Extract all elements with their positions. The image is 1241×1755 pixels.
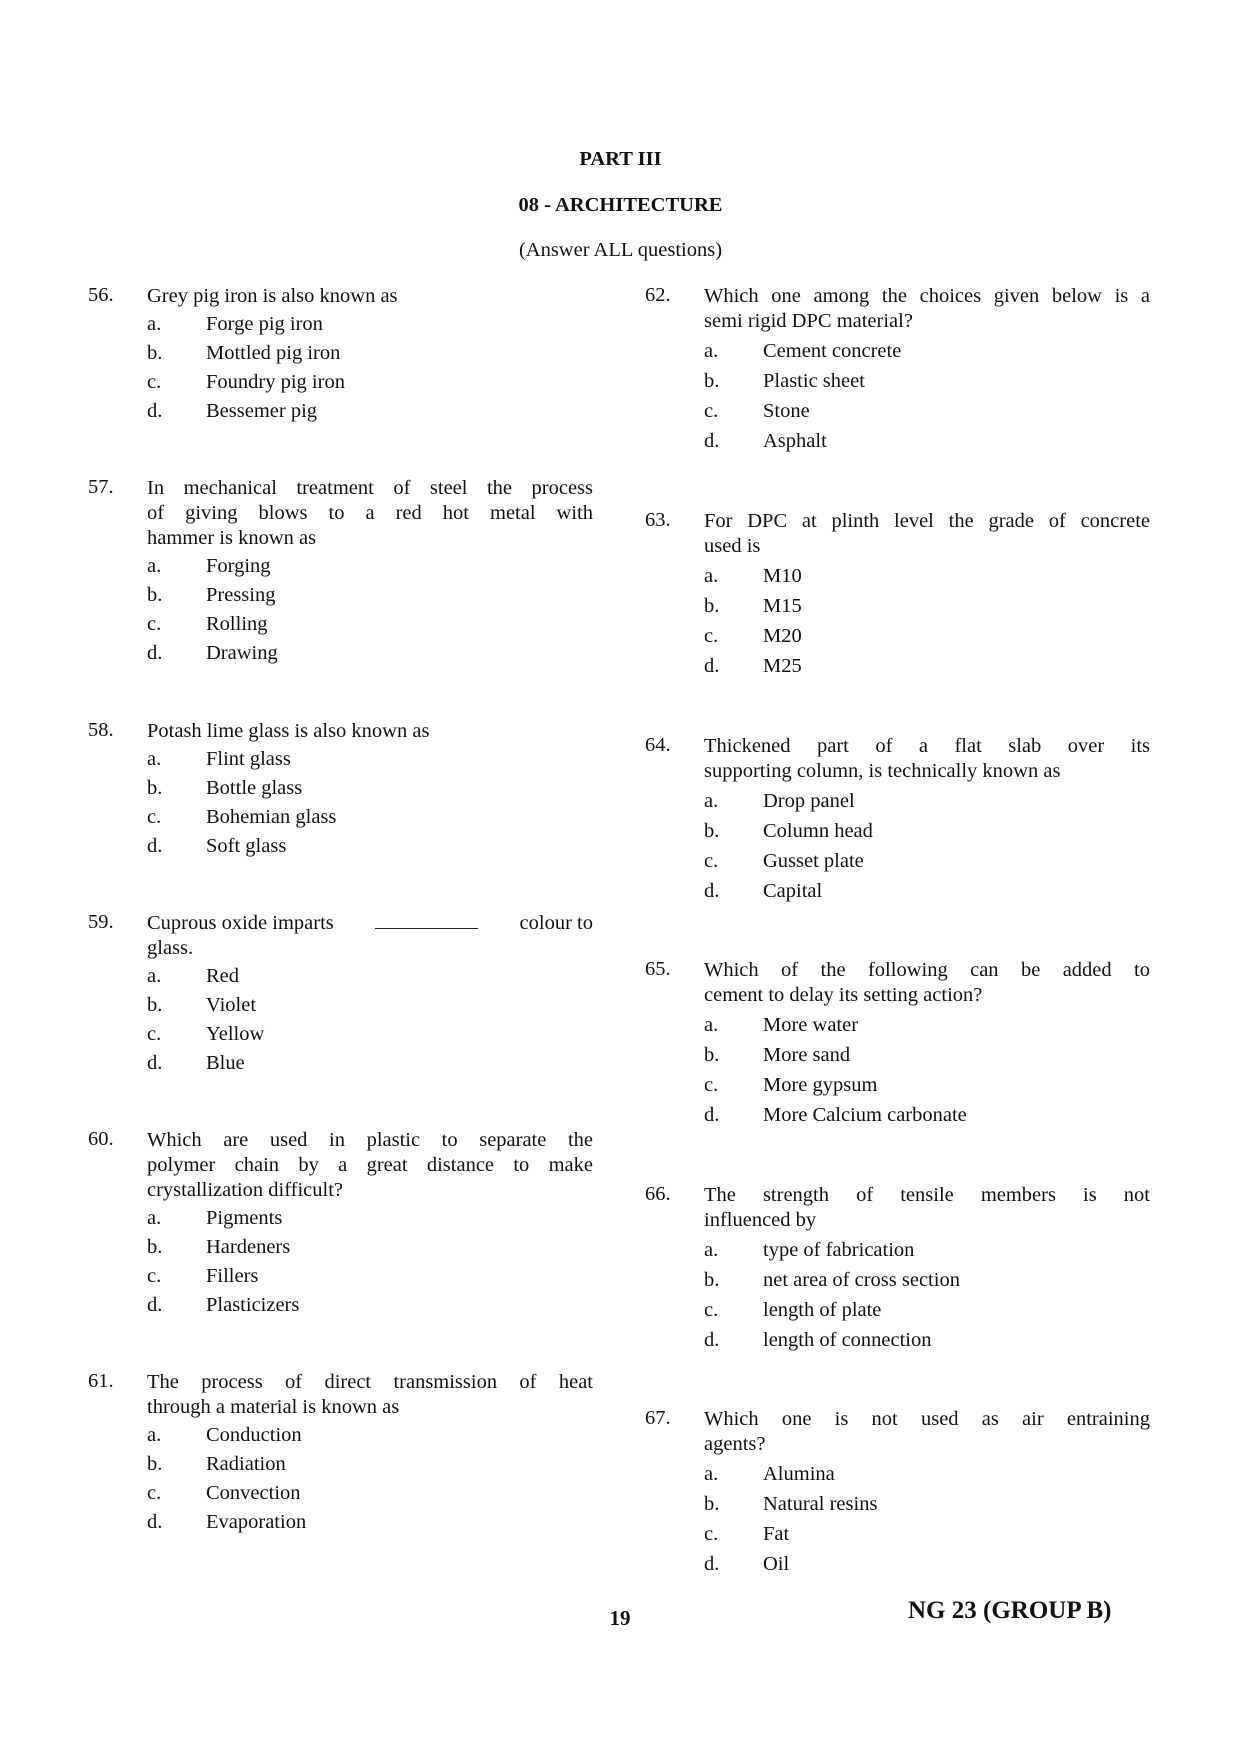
option-a: a. Flint glass xyxy=(147,748,291,770)
question-text: In mechanical treatment of steel the process of giving blows to a red hot metal with hammer is known as xyxy=(147,477,593,549)
question-number: 59. xyxy=(88,911,114,933)
option-c: c. Convection xyxy=(147,1482,301,1504)
option-b: b. Plastic sheet xyxy=(704,370,865,392)
option-a: a. Cement concrete xyxy=(704,340,902,362)
option-a: a. More water xyxy=(704,1014,859,1036)
question-text: For DPC at plinth level the grade of concrete used is xyxy=(704,510,1150,557)
answer-blank xyxy=(375,928,478,929)
option-a: a. Alumina xyxy=(704,1463,835,1485)
question-text: Which one among the choices given below is a semi rigid DPC material? xyxy=(704,285,1150,332)
option-a: a. Forge pig iron xyxy=(147,313,323,335)
option-c: c. Rolling xyxy=(147,613,268,635)
option-d: d. Evaporation xyxy=(147,1511,307,1533)
option-d: d. Oil xyxy=(704,1553,790,1575)
option-d: d. More Calcium carbonate xyxy=(704,1104,967,1126)
option-d: d. Blue xyxy=(147,1052,245,1074)
option-c: c. Fat xyxy=(704,1523,790,1545)
option-b: b. Column head xyxy=(704,820,873,842)
option-c: c. Gusset plate xyxy=(704,850,864,872)
option-d: d. Plasticizers xyxy=(147,1294,300,1316)
option-a: a. Red xyxy=(147,965,240,987)
question-number: 66. xyxy=(645,1183,671,1205)
option-d: d. Drawing xyxy=(147,642,278,664)
question-text: The process of direct transmission of heat through a material is known as xyxy=(147,1371,593,1418)
option-d: d. M25 xyxy=(704,655,802,677)
option-c: c. More gypsum xyxy=(704,1074,878,1096)
question-number: 60. xyxy=(88,1128,114,1150)
option-b: b. net area of cross section xyxy=(704,1269,960,1291)
subject-heading: 08 - ARCHITECTURE xyxy=(518,194,723,216)
question-number: 64. xyxy=(645,734,671,756)
part-heading: PART III xyxy=(579,148,662,170)
question-text: Grey pig iron is also known as xyxy=(147,285,398,307)
question-text: Which of the following can be added to cement to delay its setting action? xyxy=(704,959,1150,1006)
option-a: a. type of fabrication xyxy=(704,1239,915,1261)
option-b: b. Radiation xyxy=(147,1453,286,1475)
page-number: 19 xyxy=(609,1606,631,1630)
question-text: The strength of tensile members is not influenced by xyxy=(704,1184,1150,1231)
option-c: c. Foundry pig iron xyxy=(147,371,345,393)
question-number: 65. xyxy=(645,958,671,980)
option-c: c. Fillers xyxy=(147,1265,259,1287)
option-d: d. Asphalt xyxy=(704,430,827,452)
question-number: 58. xyxy=(88,719,114,741)
option-b: b. Pressing xyxy=(147,584,276,606)
paper-code: NG 23 (GROUP B) xyxy=(908,1597,1112,1624)
instruction-text: (Answer ALL questions) xyxy=(518,239,723,261)
option-b: b. Natural resins xyxy=(704,1493,878,1515)
option-c: c. Bohemian glass xyxy=(147,806,337,828)
option-d: d. Bessemer pig xyxy=(147,400,318,422)
option-d: d. length of connection xyxy=(704,1329,932,1351)
option-c: c. M20 xyxy=(704,625,802,647)
option-b: b. M15 xyxy=(704,595,802,617)
option-b: b. Mottled pig iron xyxy=(147,342,341,364)
option-b: b. Hardeners xyxy=(147,1236,291,1258)
question-number: 67. xyxy=(645,1407,671,1429)
question-number: 57. xyxy=(88,476,114,498)
question-number: 62. xyxy=(645,284,671,306)
option-c: c. length of plate xyxy=(704,1299,882,1321)
option-a: a. Forging xyxy=(147,555,271,577)
question-text: Which one is not used as air entraining agents? xyxy=(704,1408,1150,1455)
question-text: Thickened part of a flat slab over its supporting column, is technically known as xyxy=(704,735,1150,782)
option-d: d. Soft glass xyxy=(147,835,287,857)
option-c: c. Stone xyxy=(704,400,810,422)
question-number: 56. xyxy=(88,284,114,306)
option-a: a. Pigments xyxy=(147,1207,283,1229)
question-text: Potash lime glass is also known as xyxy=(147,720,430,742)
option-a: a. Conduction xyxy=(147,1424,302,1446)
option-b: b. More sand xyxy=(704,1044,851,1066)
option-b: b. Violet xyxy=(147,994,257,1016)
option-a: a. Drop panel xyxy=(704,790,855,812)
question-number: 61. xyxy=(88,1370,114,1392)
option-a: a. M10 xyxy=(704,565,802,587)
option-c: c. Yellow xyxy=(147,1023,265,1045)
question-text: Which are used in plastic to separate the polymer chain by a great distance to make crystallization difficult? xyxy=(147,1129,593,1201)
option-b: b. Bottle glass xyxy=(147,777,303,799)
option-d: d. Capital xyxy=(704,880,823,902)
question-text: Cuprous oxide imparts colour to glass. xyxy=(147,912,593,959)
question-number: 63. xyxy=(645,509,671,531)
